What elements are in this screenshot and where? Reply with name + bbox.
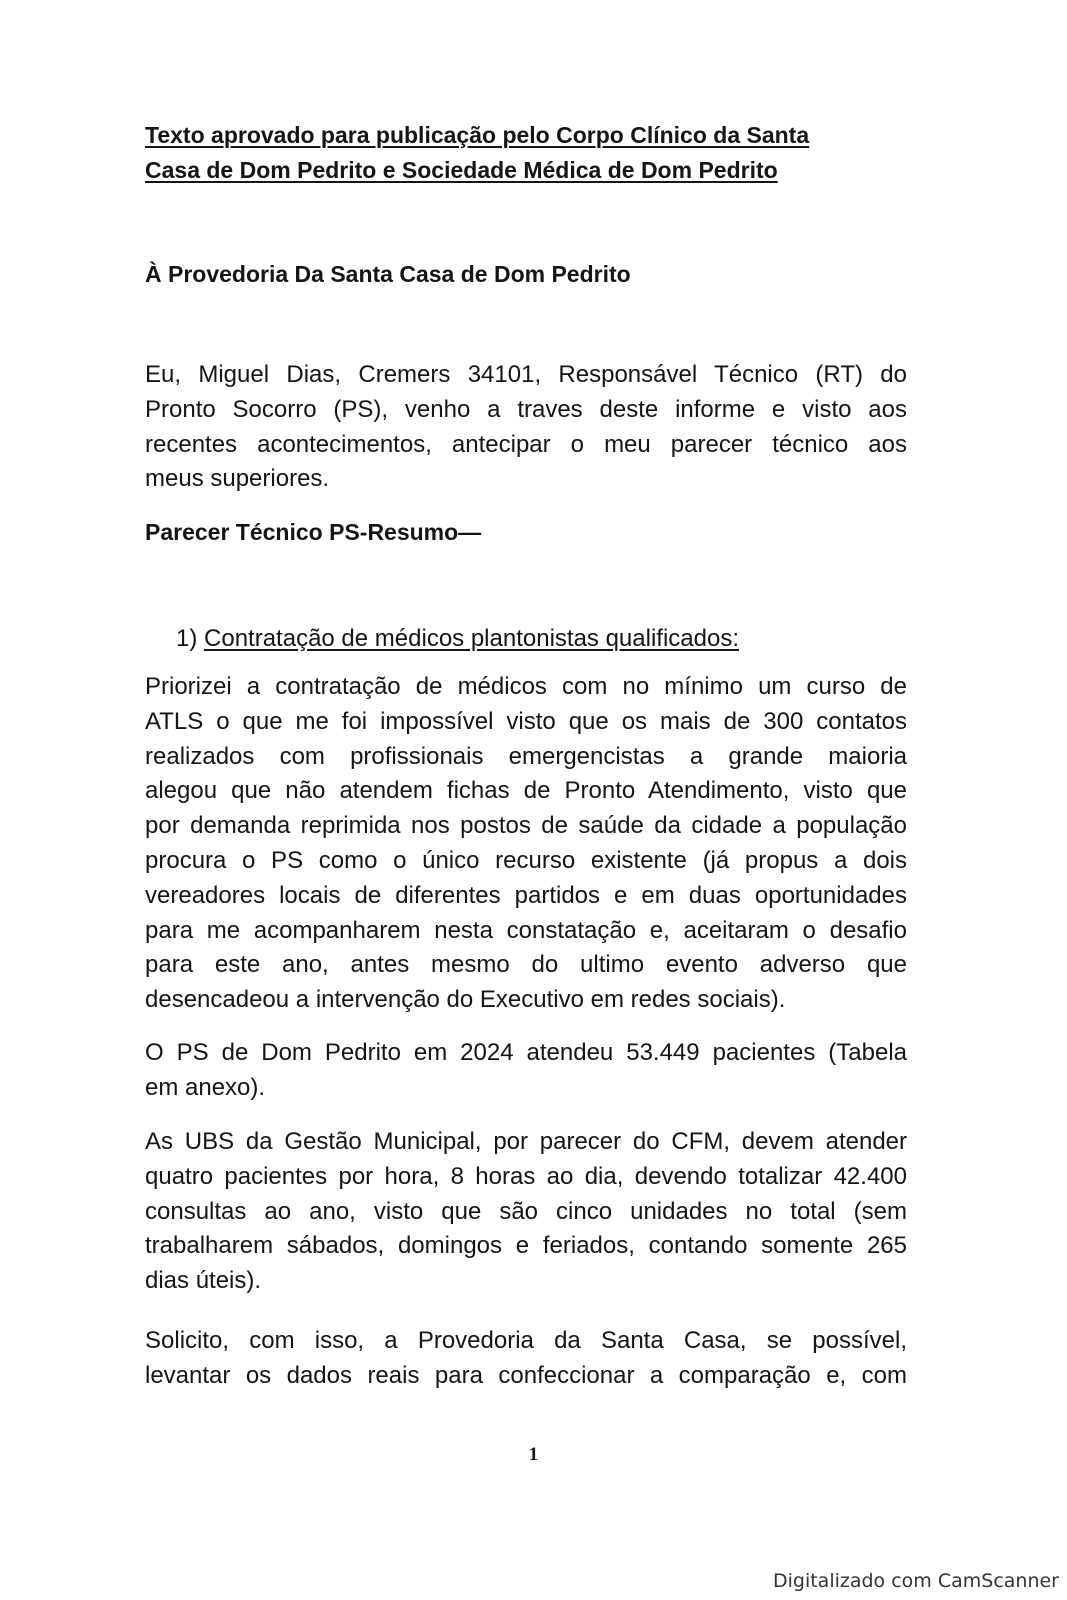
text-line: em anexo). [145,1073,266,1101]
text-line: levantar os dados reais para confeccionar a comparação e, com [145,1361,907,1389]
text-line: recentes acontecimentos, antecipar o meu parecer técnico aos [145,430,907,458]
text-line: realizados com profissionais emergencistas a grande maioria [145,742,907,770]
addressee: À Provedoria Da Santa Casa de Dom Pedrito [145,261,631,287]
text-line: Eu, Miguel Dias, Cremers 34101, Responsável Técnico (RT) do [145,361,907,388]
document-title [145,118,905,188]
intro-paragraph [145,358,907,497]
numbered-item [176,622,739,656]
page-number: 1 [528,1444,539,1465]
text-line: por demanda reprimida nos postos de saúde da cidade a população [145,812,907,840]
text-line: quatro pacientes por hora, 8 horas ao dia, devendo totalizar 42.400 [145,1162,907,1190]
text-line: alegou que não atendem fichas de Pronto Atendimento, visto que [145,777,907,805]
text-line: ATLS o que me foi impossível visto que os mais de 300 contatos [145,707,907,735]
text-line: consultas ao ano, visto que são cinco unidades no total (sem [145,1197,907,1225]
text-line: Pronto Socorro (PS), venho a traves deste informe e visto aos [145,395,907,423]
title-line: Casa de Dom Pedrito e Sociedade Médica de Dom Pedrito [145,157,778,183]
paragraph-ubs [145,1125,907,1299]
title-line: Texto aprovado para publicação pelo Corpo Clínico da Santa [145,122,810,148]
paragraph-ps-total [145,1036,907,1106]
paragraph-request [145,1324,907,1394]
text-line: O PS de Dom Pedrito em 2024 atendeu 53.449 pacientes (Tabela [145,1039,907,1066]
text-line: trabalharem sábados, domingos e feriados, contando somente 265 [145,1232,907,1260]
text-line: As UBS da Gestão Municipal, por parecer do CFM, devem atender [145,1128,907,1155]
text-line: desencadeou a intervenção do Executivo em redes sociais). [145,986,786,1014]
text-line: Priorizei a contratação de médicos com no mínimo um curso de [145,673,907,700]
item-number: 1) [176,625,198,652]
text-line: procura o PS como o único recurso existente (já propus a dois [145,846,907,874]
item-heading: Contratação de médicos plantonistas qualificados: [204,625,739,652]
section-heading: Parecer Técnico PS-Resumo— [145,519,482,545]
text-line: para me acompanharem nesta constatação e, aceitaram o desafio [145,916,907,944]
text-line: vereadores locais de diferentes partidos e em duas oportunidades [145,881,907,909]
text-line: meus superiores. [145,465,330,493]
scanner-watermark: Digitalizado com CamScanner [772,1570,1059,1592]
text-line: para este ano, antes mesmo do ultimo evento adverso que [145,951,907,979]
paragraph-contracting [145,670,907,1018]
text-line: Solicito, com isso, a Provedoria da Santa Casa, se possível, [145,1327,907,1354]
text-line: dias úteis). [145,1267,262,1295]
